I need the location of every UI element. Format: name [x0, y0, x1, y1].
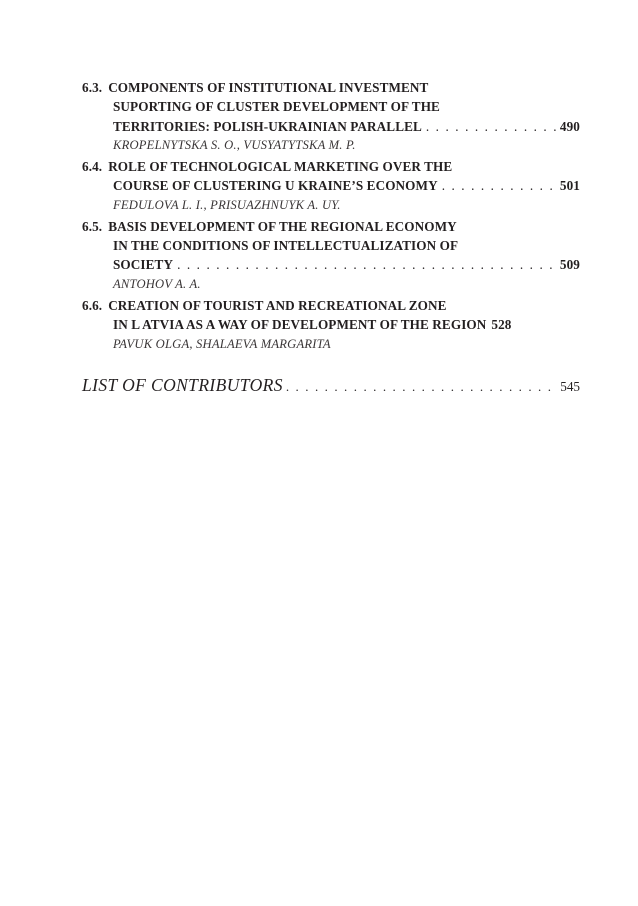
toc-entry-title: IN THE CONDITIONS OF INTELLECTUALIZATION OF — [113, 238, 459, 254]
toc-entry-list-of-contributors[interactable] — [82, 375, 580, 396]
dot-leader — [286, 379, 558, 395]
toc-entry-title-line — [82, 296, 580, 315]
contributors-heading: LIST OF CONTRIBUTORS — [82, 374, 283, 395]
toc-entry-title: CREATION OF TOURIST AND RECREATIONAL ZONE — [108, 297, 447, 313]
toc-entry-title: SUPORTING OF CLUSTER DEVELOPMENT OF THE — [113, 99, 440, 115]
toc-entry-title: TERRITORIES: POLISH-UKRAINIAN PARALLEL — [113, 118, 422, 134]
toc-entry-6-5[interactable] — [82, 217, 580, 293]
toc-entry-title-line — [82, 217, 580, 236]
toc-entry-title-line — [82, 157, 580, 176]
toc-entry-authors: ANTOHOV A. A. — [113, 276, 201, 291]
toc-entry-6-6[interactable] — [82, 296, 580, 353]
toc-entry-page-number: 528 — [491, 317, 512, 333]
dot-leader — [426, 117, 558, 136]
toc-entry-number: 6.6. — [82, 297, 103, 313]
toc-entry-title: COURSE OF CLUSTERING U KRAINE’S ECONOMY — [113, 178, 438, 194]
toc-entry-title: COMPONENTS OF INSTITUTIONAL INVESTMENT — [108, 80, 429, 95]
toc-entry-title-line — [82, 97, 580, 116]
toc-entry-title-line — [82, 176, 580, 195]
toc-entry-authors: KROPELNYTSKA S. O., VUSYATYTSKA M. P. — [113, 137, 356, 152]
toc-entry-title-line — [82, 315, 580, 334]
toc-entry-number: 6.4. — [82, 159, 103, 175]
toc-entry-authors: FEDULOVA L. I., PRISUAZHNUYK A. UY. — [113, 197, 341, 212]
dot-leader — [442, 176, 558, 195]
toc-entry-6-3[interactable] — [82, 78, 580, 154]
toc-entry-title: IN L ATVIA AS A WAY OF DEVELOPMENT OF THE REGION — [113, 317, 487, 333]
table-of-contents — [82, 78, 580, 396]
toc-entry-page-number: 490 — [559, 118, 580, 134]
toc-entry-title-line — [82, 255, 580, 274]
toc-entry-title-line — [82, 236, 580, 255]
contributors-page-number: 545 — [560, 378, 580, 394]
toc-entry-number: 6.3. — [82, 80, 103, 95]
toc-entry-number: 6.5. — [82, 218, 103, 234]
toc-entry-page-number: 509 — [559, 257, 580, 273]
dot-leader — [177, 255, 558, 274]
toc-entry-title: ROLE OF TECHNOLOGICAL MARKETING OVER THE — [108, 159, 453, 175]
toc-entry-authors: PAVUK OLGA, SHALAEVA MARGARITA — [113, 336, 331, 351]
toc-entry-title-line — [82, 78, 580, 97]
toc-entry-page-number: 501 — [559, 178, 580, 194]
toc-entry-title: SOCIETY — [113, 257, 174, 273]
toc-entry-title-line — [82, 117, 580, 136]
toc-entry-6-4[interactable] — [82, 157, 580, 214]
toc-entry-title: BASIS DEVELOPMENT OF THE REGIONAL ECONOMY — [108, 218, 457, 234]
